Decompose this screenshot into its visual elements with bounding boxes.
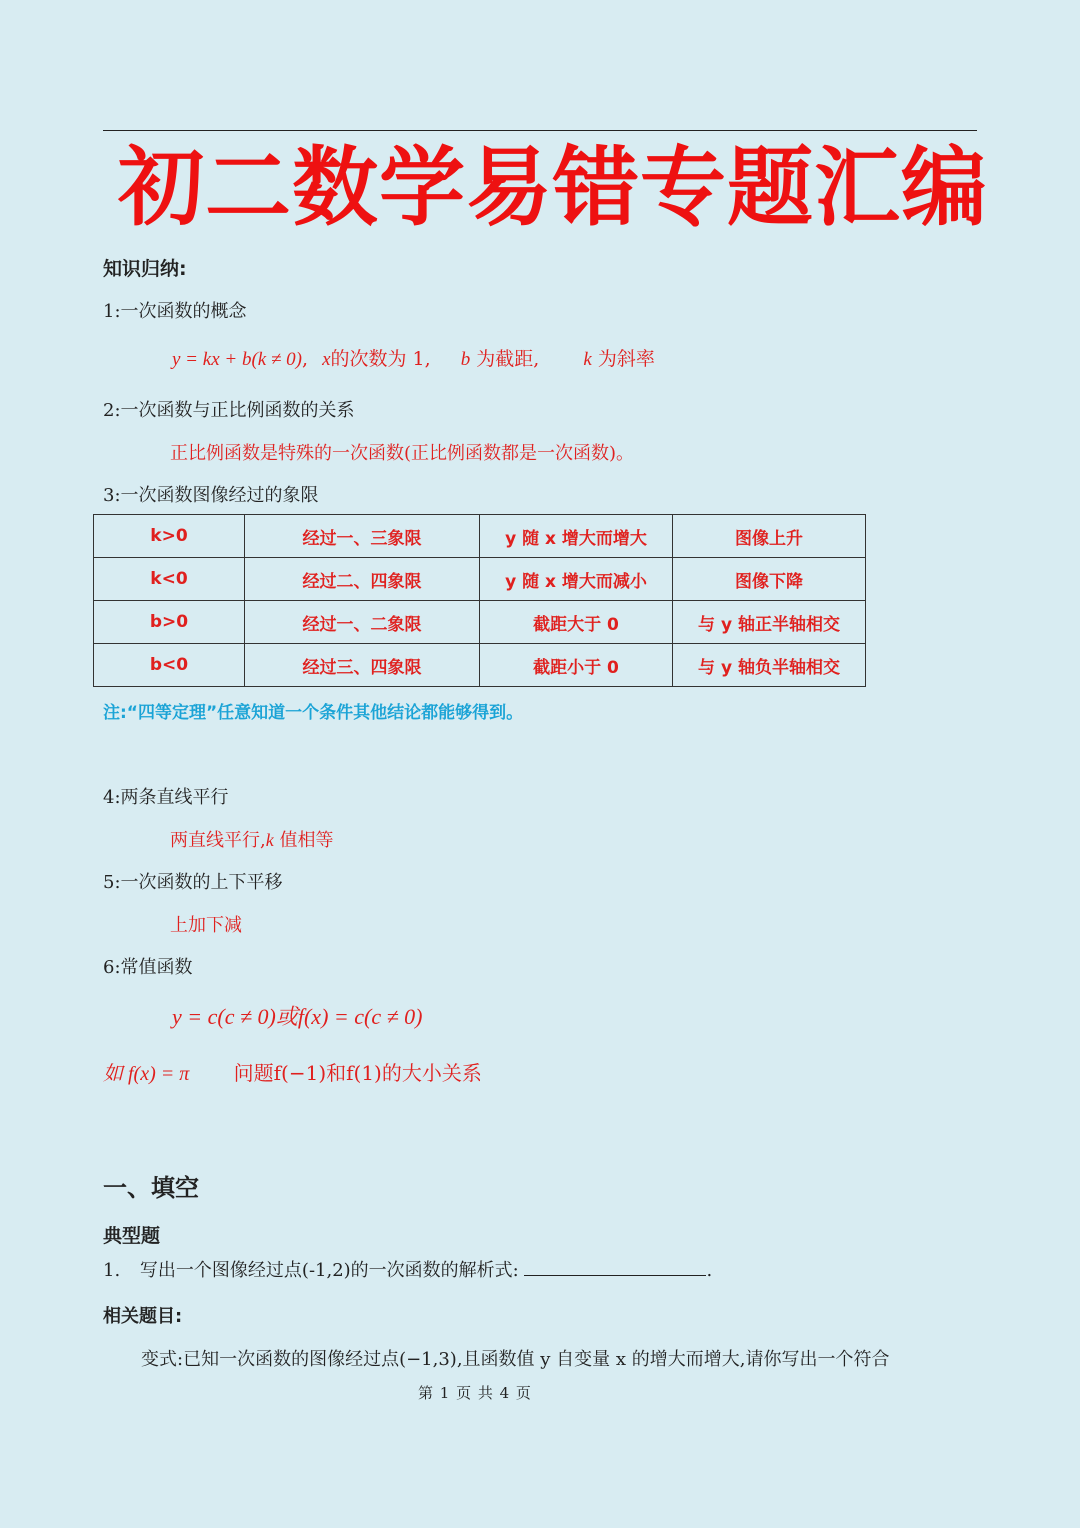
x-degree-text: 的次数为 1, <box>330 348 431 370</box>
example-question: 问题f(−1)和f(1)的大小关系 <box>233 1061 482 1085</box>
linear-function-formula: y = kx + b(k ≠ 0) <box>172 349 302 370</box>
item-6-example <box>103 1057 482 1086</box>
constant-function-formula: y = c(c ≠ 0)或f(x) = c(c ≠ 0) <box>172 1004 423 1029</box>
page-footer: 第 1 页 共 4 页 <box>418 1384 532 1402</box>
table-row <box>94 558 866 601</box>
quadrant-table <box>93 514 866 687</box>
table-cell: y 随 x 增大而减小 <box>480 558 673 601</box>
item-5-label: 5:一次函数的上下平移 <box>103 872 283 893</box>
question-text: 写出一个图像经过点(-1,2)的一次函数的解析式: <box>139 1260 519 1281</box>
table-cell: 经过二、四象限 <box>245 558 480 601</box>
parallel-text: 两直线平行, <box>170 830 266 851</box>
item-1-label: 1:一次函数的概念 <box>103 301 247 322</box>
answer-blank[interactable] <box>524 1257 706 1276</box>
top-rule <box>103 130 977 131</box>
item-5-desc: 上加下减 <box>170 915 242 936</box>
table-cell: 图像上升 <box>673 515 866 558</box>
equal-text: 值相等 <box>279 830 334 851</box>
item-2-label: 2:一次函数与正比例函数的关系 <box>103 400 355 421</box>
question-number: 1. <box>103 1260 121 1281</box>
typical-question-heading: 典型题 <box>103 1225 161 1247</box>
table-row <box>94 601 866 644</box>
table-cell: 经过三、四象限 <box>245 644 480 687</box>
k-variable: k <box>265 830 274 850</box>
table-cell: k<0 <box>94 558 245 601</box>
four-equal-theorem-note: 注:“四等定理”任意知道一个条件其他结论都能够得到。 <box>103 703 524 723</box>
table-cell: b>0 <box>94 601 245 644</box>
item-4-desc <box>170 826 333 852</box>
table-cell: b<0 <box>94 644 245 687</box>
table-cell: 截距小于 0 <box>480 644 673 687</box>
table-row <box>94 644 866 687</box>
item-1-definition <box>172 344 655 371</box>
k-variable: k <box>583 349 592 370</box>
item-4-label: 4:两条直线平行 <box>103 787 229 808</box>
item-2-desc: 正比例函数是特殊的一次函数(正比例函数都是一次函数)。 <box>170 443 635 464</box>
x-variable: x <box>322 349 331 370</box>
question-end: . <box>706 1260 713 1281</box>
item-6-label: 6:常值函数 <box>103 957 193 978</box>
slope-text: 为斜率 <box>597 348 655 370</box>
item-1-sep: , <box>301 348 309 370</box>
item-3-label: 3:一次函数图像经过的象限 <box>103 485 319 506</box>
question-1 <box>103 1256 712 1282</box>
table-cell: 图像下降 <box>673 558 866 601</box>
table-cell: y 随 x 增大而增大 <box>480 515 673 558</box>
table-cell: 与 y 轴负半轴相交 <box>673 644 866 687</box>
table-cell: 截距大于 0 <box>480 601 673 644</box>
intercept-text: 为截距, <box>476 348 540 370</box>
table-row <box>94 515 866 558</box>
section-fill-in: 一、填空 <box>103 1174 199 1202</box>
variant-question: 变式:已知一次函数的图像经过点(−1,3),且函数值 y 自变量 x 的增大而增大,请你写出一个符合 <box>141 1349 890 1370</box>
knowledge-heading: 知识归纳: <box>103 258 187 280</box>
table-cell: 与 y 轴正半轴相交 <box>673 601 866 644</box>
table-cell: k>0 <box>94 515 245 558</box>
related-heading: 相关题目: <box>103 1306 183 1327</box>
example-function: 如 f(x) = π <box>103 1063 190 1085</box>
table-cell: 经过一、三象限 <box>245 515 480 558</box>
page-title: 初二数学易错专题汇编 <box>118 138 988 238</box>
table-cell: 经过一、二象限 <box>245 601 480 644</box>
b-variable: b <box>460 349 471 370</box>
